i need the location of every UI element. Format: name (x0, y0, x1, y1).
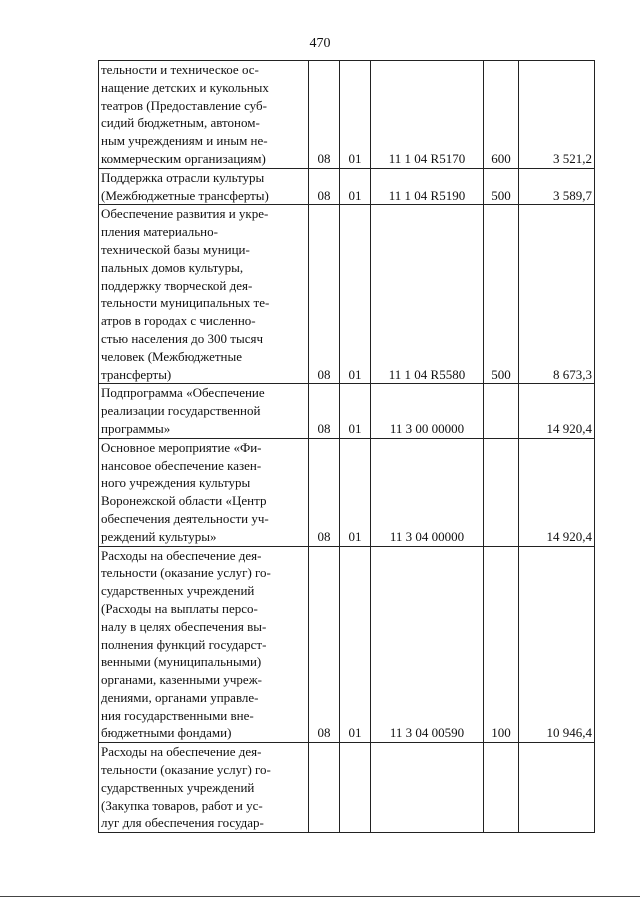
row-target-article: 11 1 04 R5190 (371, 168, 484, 205)
row-expense-type (484, 384, 519, 438)
row-section: 08 (309, 61, 340, 169)
row-description: Основное мероприятие «Фи- нансовое обеспечение казен- ного учреждения культуры Воронежской области «Центр обеспечения деятельности уч- реждений культуры» (99, 438, 309, 546)
page-bottom-rule (0, 896, 640, 897)
row-amount: 14 920,4 (519, 438, 595, 546)
row-section: 08 (309, 384, 340, 438)
table-row (99, 205, 595, 384)
table-row (99, 384, 595, 438)
row-expense-type: 500 (484, 168, 519, 205)
row-target-article (371, 743, 484, 833)
row-section: 08 (309, 546, 340, 743)
budget-table (98, 60, 595, 833)
row-target-article: 11 1 04 R5580 (371, 205, 484, 384)
row-amount: 8 673,3 (519, 205, 595, 384)
row-expense-type (484, 743, 519, 833)
row-target-article: 11 1 04 R5170 (371, 61, 484, 169)
row-subsection: 01 (340, 61, 371, 169)
row-subsection: 01 (340, 438, 371, 546)
row-description: Подпрограмма «Обеспечение реализации государственной программы» (99, 384, 309, 438)
row-amount: 10 946,4 (519, 546, 595, 743)
row-target-article: 11 3 04 00000 (371, 438, 484, 546)
row-target-article: 11 3 00 00000 (371, 384, 484, 438)
row-subsection: 01 (340, 205, 371, 384)
table-row (99, 168, 595, 205)
table-row (99, 61, 595, 169)
row-description: Обеспечение развития и укре- пления материально- технической базы муници- пальных домов культуры, поддержку творческой дея- тельности муниципальных те- атров в городах с численно- стью населения до 300 тысяч человек (Межбюджетные трансферты) (99, 205, 309, 384)
row-expense-type (484, 438, 519, 546)
table-row (99, 743, 595, 833)
row-subsection (340, 743, 371, 833)
row-section (309, 743, 340, 833)
row-section: 08 (309, 205, 340, 384)
row-subsection: 01 (340, 384, 371, 438)
row-subsection: 01 (340, 168, 371, 205)
row-section: 08 (309, 168, 340, 205)
row-amount: 3 589,7 (519, 168, 595, 205)
row-description: Поддержка отрасли культуры (Межбюджетные трансферты) (99, 168, 309, 205)
table-row (99, 546, 595, 743)
row-description: Расходы на обеспечение дея- тельности (оказание услуг) го- сударственных учреждений (Закупка товаров, работ и ус- луг для обеспечения государ- (99, 743, 309, 833)
row-expense-type: 600 (484, 61, 519, 169)
row-description: Расходы на обеспечение дея- тельности (оказание услуг) го- сударственных учреждений (Расходы на выплаты персо- налу в целях обеспечения вы- полнения функций государст- венными (муниципальными) органами, казенными учреж- дениями, органами управле- ния государственными вне- бюджетными фондами) (99, 546, 309, 743)
row-amount: 14 920,4 (519, 384, 595, 438)
row-expense-type: 100 (484, 546, 519, 743)
table-row (99, 438, 595, 546)
page-number: 470 (309, 36, 331, 51)
row-description: тельности и техническое ос- нащение детских и кукольных театров (Предоставление суб- сидий бюджетным, автоном- ным учреждениям и иным не- коммерческим организациям) (99, 61, 309, 169)
row-amount: 3 521,2 (519, 61, 595, 169)
row-section: 08 (309, 438, 340, 546)
row-expense-type: 500 (484, 205, 519, 384)
row-target-article: 11 3 04 00590 (371, 546, 484, 743)
row-subsection: 01 (340, 546, 371, 743)
row-amount (519, 743, 595, 833)
